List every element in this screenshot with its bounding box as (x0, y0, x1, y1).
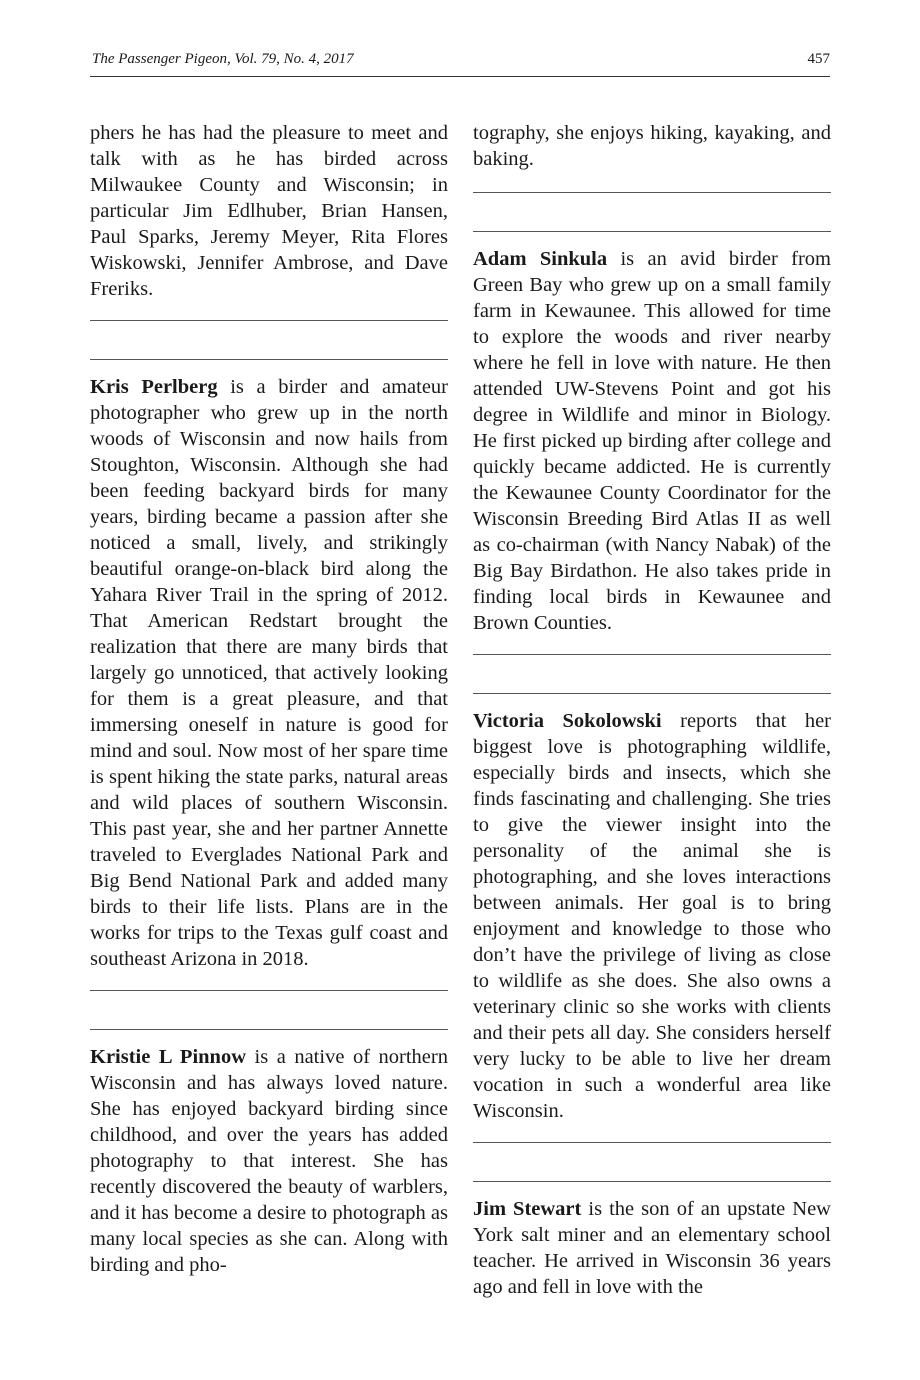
bio-kris-perlberg (90, 374, 448, 972)
bio-text: is a birder and amateur photographer who grew up in the north woods of Wisconsin and now hails from Stoughton, Wisconsin. Although she had been feeding backyard birds for many years, birding became a passion after she noticed a small, lively, and strikingly beautiful orange-on-black bird along the Yahara River Trail in the spring of 2012. That American Redstart brought the realization that there are many birds that largely go unnoticed, that actively looking for them is a great pleasure, and that immersing oneself in nature is good for mind and soul. Now most of her spare time is spent hiking the state parks, natural areas and wild places of southern Wisconsin. This past year, she and her partner Annette traveled to Everglades National Park and Big Bend National Park and added many birds to their life lists. Plans are in the works for trips to the Texas gulf coast and southeast Arizona in 2018. (90, 376, 449, 970)
continued-paragraph: tography, she enjoys hiking, kayaking, and baking. (473, 122, 831, 170)
bio-kristie-pinnow (90, 1044, 448, 1278)
section-divider (473, 192, 831, 232)
section-divider (473, 654, 831, 694)
bio-name: Victoria Sokolowski (473, 710, 662, 732)
bio-text: is an avid birder from Green Bay who grew up on a small family farm in Kewaunee. This allowed for time to explore the woods and river nearby where he fell in love with nature. He then attended UW-Stevens Point and got his degree in Wildlife and minor in Biology. He first picked up birding after college and quickly became addicted. He is currently the Kewaunee County Coordinator for the Wisconsin Breeding Bird Atlas II as well as co-chairman (with Nancy Nabak) of the Big Bay Birdathon. He also takes pride in finding local birds in Kewaunee and Brown Counties. (473, 248, 831, 634)
section-divider (90, 990, 448, 1030)
bio-victoria-sokolowski (473, 708, 831, 1124)
section-divider (473, 1142, 831, 1182)
bio-name: Kristie L Pinnow (90, 1046, 246, 1068)
section-divider (90, 320, 448, 360)
bio-adam-sinkula (473, 246, 831, 636)
running-header (90, 46, 830, 77)
continued-paragraph: phers he has had the pleasure to meet and talk with as he has birded across Milwaukee County and Wisconsin; in particular Jim Edlhuber, Brian Hansen, Paul Sparks, Jeremy Meyer, Rita Flores Wiskowski, Jennifer Ambrose, and Dave Freriks. (90, 122, 448, 300)
bio-name: Kris Perlberg (90, 376, 218, 398)
bio-name: Jim Stewart (473, 1198, 582, 1220)
bio-text: is a native of northern Wisconsin and has always loved nature. She has enjoyed backyard birding since childhood, and over the years has added photography to that interest. She has recently discovered the beauty of warblers, and it has become a desire to photograph as many local species as she can. Along with birding and pho- (90, 1046, 448, 1276)
bio-jim-stewart (473, 1196, 831, 1300)
bio-name: Adam Sinkula (473, 248, 608, 270)
left-column (90, 120, 448, 1278)
bio-text: is the son of an upstate New York salt miner and an elementary school teacher. He arrived in Wisconsin 36 years ago and fell in love with the (473, 1198, 831, 1298)
journal-citation: The Passenger Pigeon, Vol. 79, No. 4, 2017 (92, 51, 354, 67)
page-number: 457 (807, 51, 830, 67)
bio-text: reports that her biggest love is photographing wildlife, especially birds and insects, which she finds fascinating and challenging. She tries to give the viewer insight into the personality of the animal she is photographing, and she loves interactions between animals. Her goal is to bring enjoyment and knowledge to those who don’t have the privilege of living as close to wildlife as she does. She also owns a veterinary clinic so she works with clients and their pets all day. She considers herself very lucky to be able to live her dream vocation in such a wonderful area like Wisconsin. (473, 710, 831, 1122)
right-column (473, 120, 831, 1300)
